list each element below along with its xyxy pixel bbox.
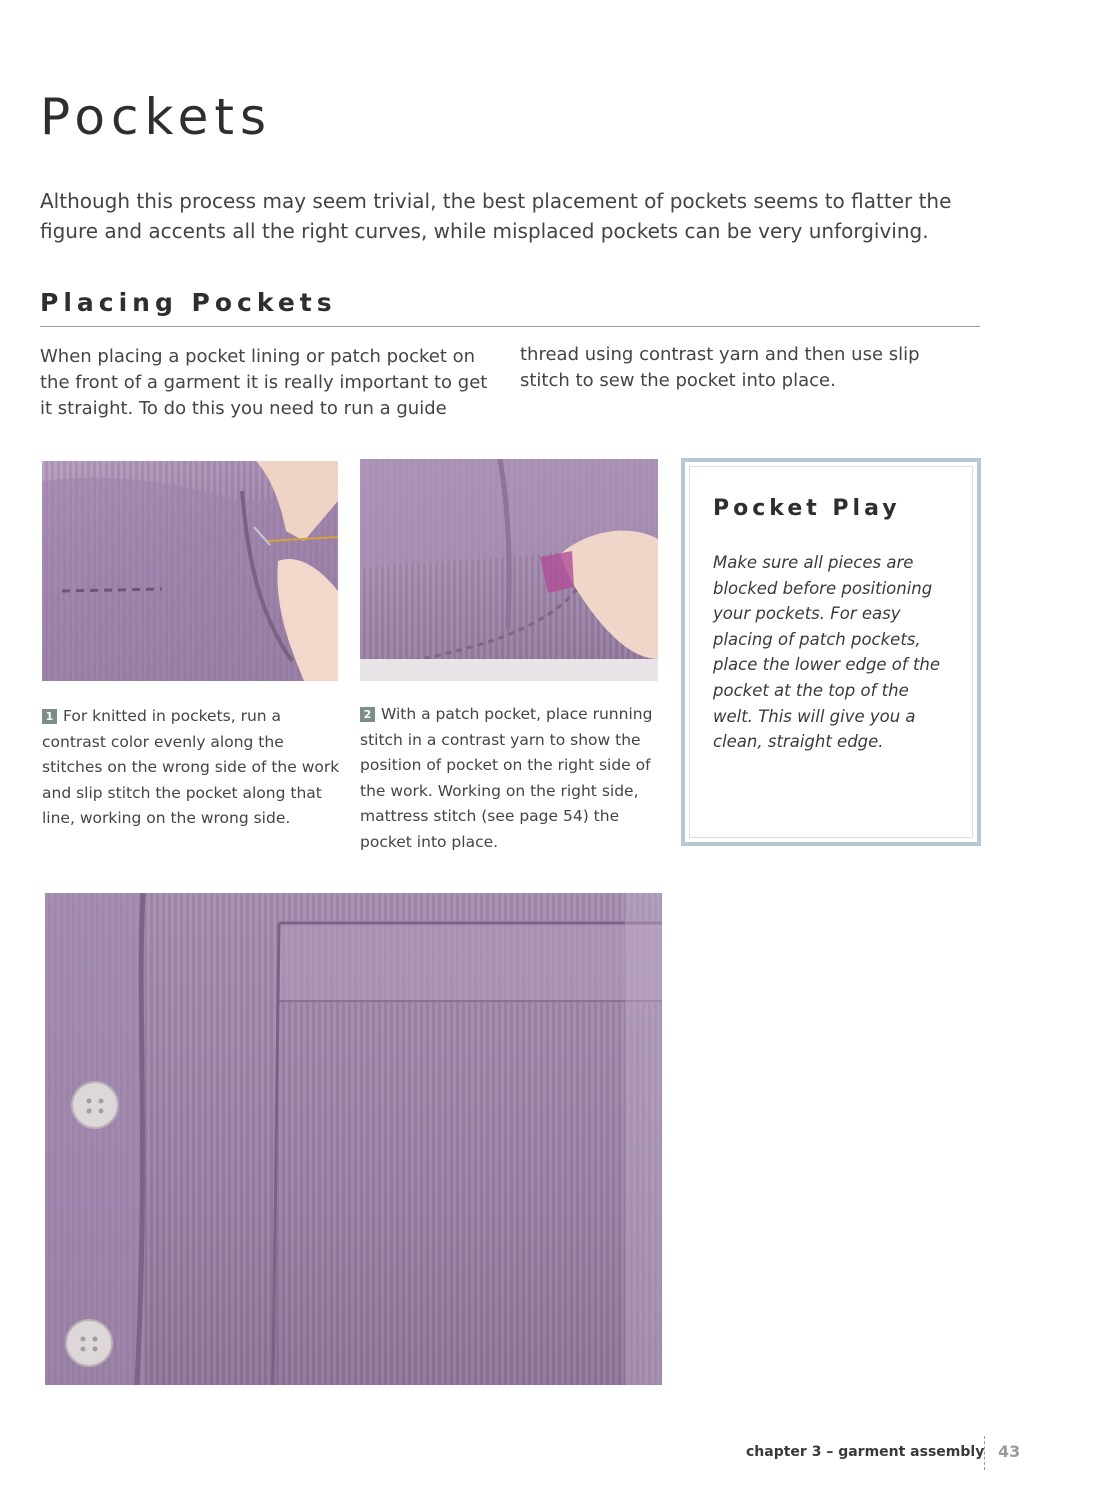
page-number: 43 [998, 1442, 1021, 1461]
body-column-1: When placing a pocket lining or patch pocket on the front of a garment it is really important to get it straight. To do this you need to run a guide [40, 346, 488, 419]
photo-finished-pocket [45, 893, 662, 1385]
step-number-badge: 2 [360, 707, 375, 722]
photo-patch-pocket [360, 459, 658, 681]
sidebar-text: Make sure all pieces are blocked before positioning your pockets. For easy placing of patch pockets, place the lower edge of the pocket at the top of the welt. This will give you a clean, straight edge. [713, 553, 941, 752]
section-title: Placing Pockets [40, 288, 337, 317]
step-number-badge: 1 [42, 709, 57, 724]
footer-chapter-label: chapter 3 – garment assembly [746, 1444, 985, 1460]
section-divider [40, 326, 980, 327]
button-bottom [66, 1320, 112, 1366]
photo-knitted-in-pocket [42, 461, 338, 681]
page-title: Pockets [40, 88, 273, 146]
caption-2-text: With a patch pocket, place running stitch in a contrast yarn to show the position of pocket on the right side of the work. Working on the right side, mattress stitch (see page 54) the pocket into place. [360, 705, 653, 851]
footer-divider [984, 1436, 985, 1470]
caption-1 [42, 704, 342, 832]
intro-paragraph: Although this process may seem trivial, the best placement of pockets seems to flatter the figure and accents all the right curves, while misplaced pockets can be very unforgiving. [40, 189, 952, 243]
caption-2 [360, 702, 660, 855]
caption-1-text: For knitted in pockets, run a contrast color evenly along the stitches on the wrong side of the work and slip stitch the pocket along that line, working on the wrong side. [42, 707, 340, 827]
body-column-2: thread using contrast yarn and then use slip stitch to sew the pocket into place. [520, 344, 920, 391]
button-top [72, 1082, 118, 1128]
sidebar-title: Pocket Play [713, 496, 901, 521]
tip-sidebar [681, 458, 981, 846]
